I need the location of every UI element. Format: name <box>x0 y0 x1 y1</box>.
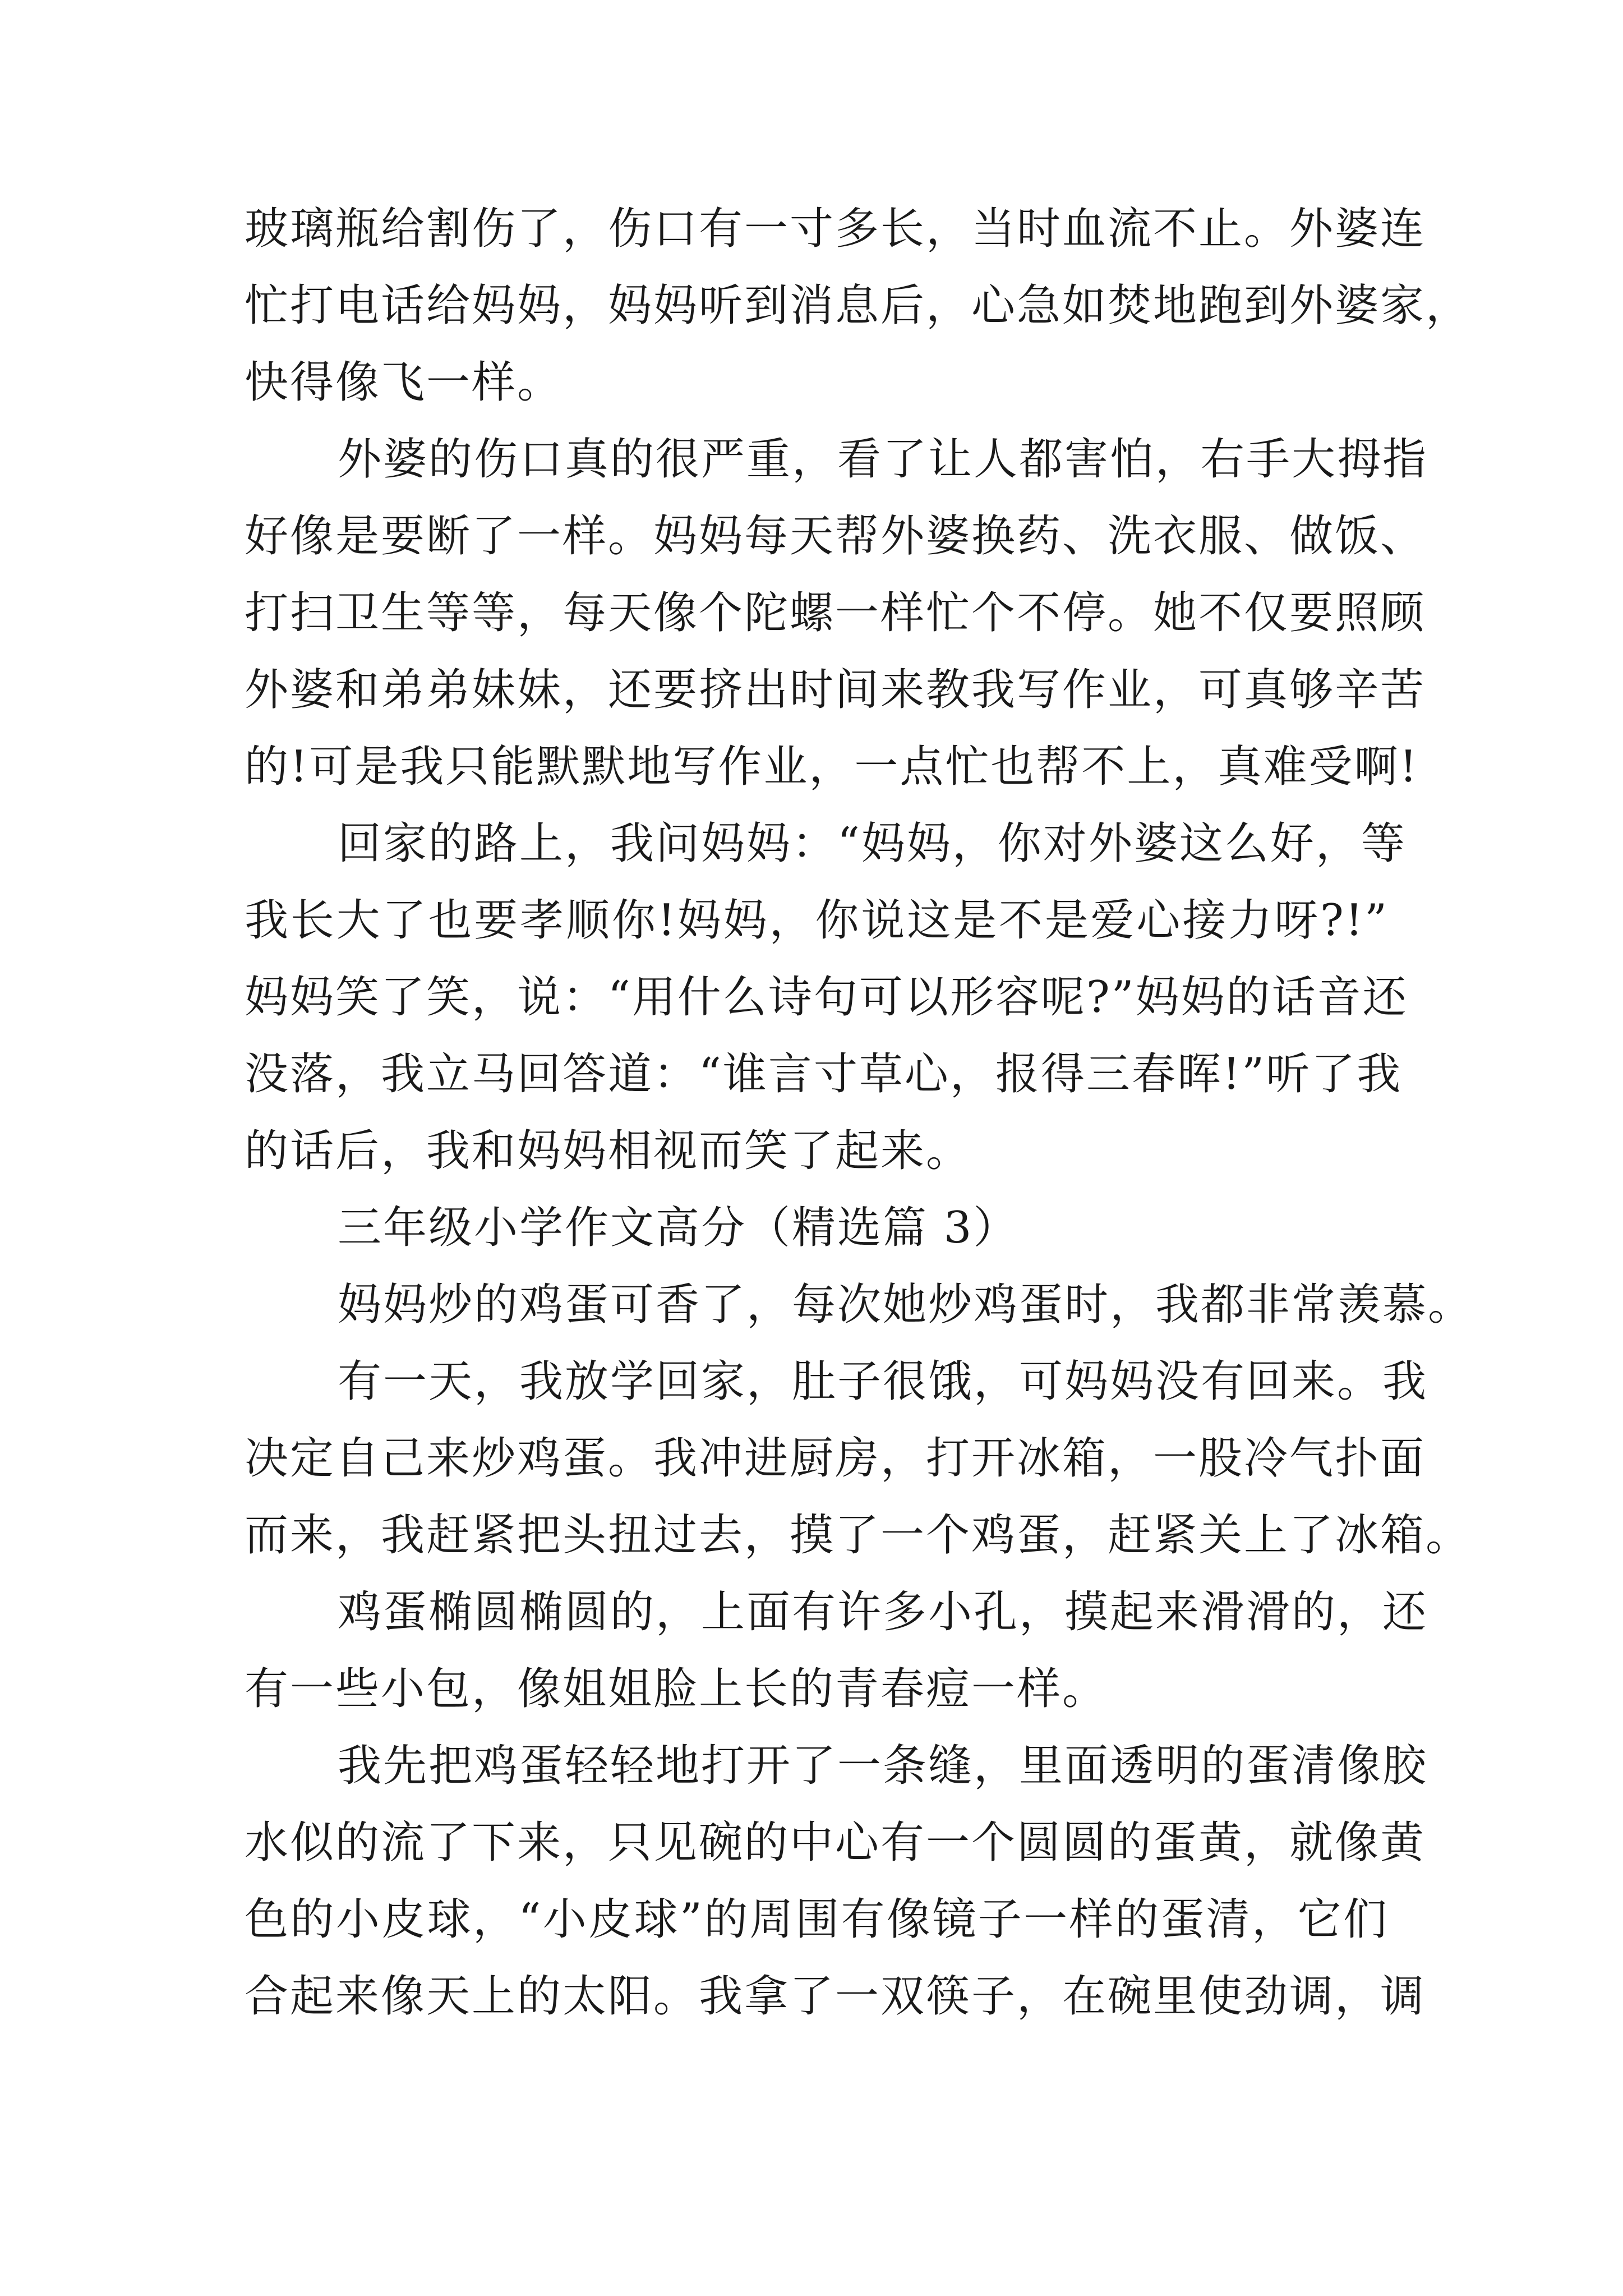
text-line: 忙打电话给妈妈，妈妈听到消息后，心急如焚地跑到外婆家， <box>245 280 1472 331</box>
paragraph-start-line: 外婆的伤口真的很严重，看了让人都害怕，右手大拇指 <box>338 434 1428 485</box>
text-line: 没落，我立马回答道：“谁言寸草心，报得三春晖!”听了我 <box>245 1049 1403 1099</box>
text-line: 的话后，我和妈妈相视而笑了起来。 <box>245 1126 972 1176</box>
text-line: 快得像飞一样。 <box>245 357 563 408</box>
text-line: 色的小皮球，“小皮球”的周围有像镜子一样的蛋清，它们 <box>245 1894 1389 1945</box>
paragraph-start-line: 妈妈炒的鸡蛋可香了，每次她炒鸡蛋时，我都非常羡慕。 <box>338 1280 1474 1330</box>
paragraph-start-line: 我先把鸡蛋轻轻地打开了一条缝，里面透明的蛋清像胶 <box>338 1741 1428 1791</box>
text-line: 决定自己来炒鸡蛋。我冲进厨房，打开冰箱，一股冷气扑面 <box>245 1433 1426 1484</box>
text-line: 有一些小包，像姐姐脸上长的青春痘一样。 <box>245 1664 1108 1714</box>
paragraph-start-line: 有一天，我放学回家，肚子很饿，可妈妈没有回来。我 <box>338 1356 1428 1407</box>
text-line: 的!可是我只能默默地写作业，一点忙也帮不上，真难受啊! <box>245 742 1419 792</box>
paragraph-start-line: 回家的路上，我问妈妈：“妈妈，你对外婆这么好，等 <box>338 818 1407 869</box>
text-line: 合起来像天上的太阳。我拿了一双筷子，在碗里使劲调，调 <box>245 1971 1426 2022</box>
section-heading: 三年级小学作文高分（精选篇 3） <box>338 1203 1019 1253</box>
text-line: 水似的流了下来，只见碗的中心有一个圆圆的蛋黄，就像黄 <box>245 1818 1426 1868</box>
text-line: 打扫卫生等等，每天像个陀螺一样忙个不停。她不仅要照顾 <box>245 588 1426 638</box>
text-line: 而来，我赶紧把头扭过去，摸了一个鸡蛋，赶紧关上了冰箱。 <box>245 1510 1472 1561</box>
text-line: 妈妈笑了笑，说：“用什么诗句可以形容呢?”妈妈的话音还 <box>245 972 1408 1023</box>
text-line: 我长大了也要孝顺你!妈妈，你说这是不是爱心接力呀?!” <box>245 895 1389 946</box>
text-line: 好像是要断了一样。妈妈每天帮外婆换药、洗衣服、做饭、 <box>245 511 1426 562</box>
text-line: 外婆和弟弟妹妹，还要挤出时间来教我写作业，可真够辛苦 <box>245 665 1426 715</box>
text-line: 玻璃瓶给割伤了，伤口有一寸多长，当时血流不止。外婆连 <box>245 204 1426 254</box>
paragraph-start-line: 鸡蛋椭圆椭圆的，上面有许多小孔，摸起来滑滑的，还 <box>338 1587 1428 1637</box>
